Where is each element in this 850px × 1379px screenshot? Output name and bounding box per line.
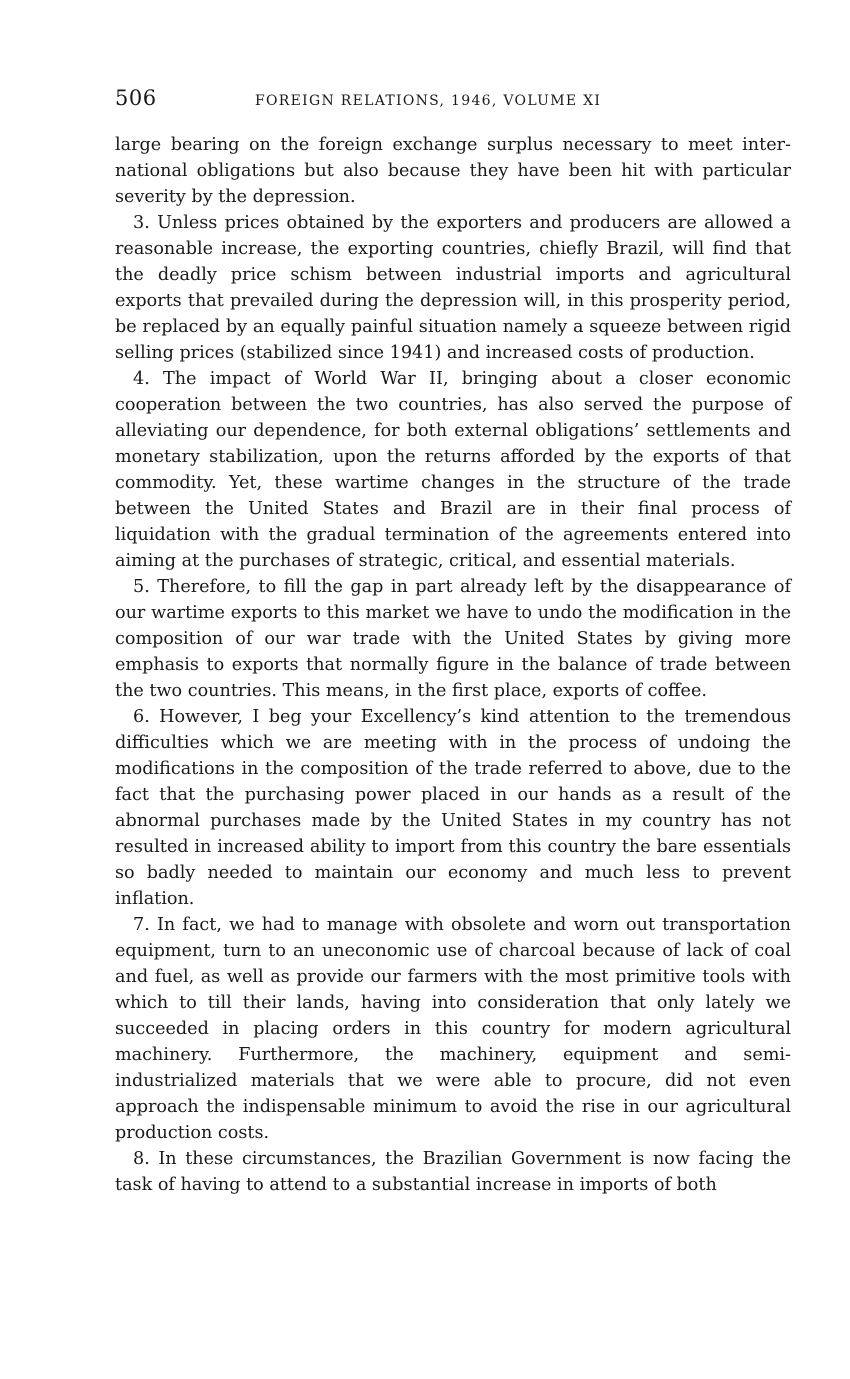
paragraph-8: 8. In these circumstances, the Brazilian Government is now facing the task of having to attend to a substantial increase in imports of both (115, 1149, 791, 1195)
paragraph-6: 6. However, I beg your Excellency’s kind attention to the tremendous difficulties which we are meeting with in the process of undoing the modifications in the composition of the trade referred to above, due to the fact that the purchasing power placed in our hands as a result of the abnormal purchases made by the United States in my country has not resulted in increased ability to import from this country the bare essentials so badly needed to maintain our economy and much less to prevent inflation. (115, 707, 791, 909)
page-number: 506 (115, 86, 157, 110)
paragraph-4: 4. The impact of World War II, bringing about a closer economic cooperation between the two countries, has also served the purpose of alleviating our dependence, for both external obligations’ settlements and monetary stabilization, upon the returns afforded by the exports of that commodity. Yet, these wartime changes in the structure of the trade between the United States and Brazil are in their final process of liquidation with the gradual termination of the agreements entered into aiming at the purchases of strategic, critical, and essential materials. (115, 369, 791, 571)
running-head: FOREIGN RELATIONS, 1946, VOLUME XI (255, 93, 602, 109)
paragraph-3: 3. Unless prices obtained by the exporters and producers are allowed a reasonable increase, the exporting countries, chiefly Brazil, will find that the deadly price schism between industrial imports and agricultural exports that prevailed during the depression will, in this prosperity period, be replaced by an equally painful situation namely a squeeze between rigid selling prices (stabilized since 1941) and increased costs of production. (115, 213, 791, 363)
paragraph-5: 5. Therefore, to fill the gap in part already left by the disappearance of our wartime exports to this market we have to undo the modification in the composition of our war trade with the United States by giving more emphasis to exports that normally figure in the balance of trade between the two countries. This means, in the first place, exports of coffee. (115, 577, 791, 701)
body-text (115, 132, 791, 1198)
paragraph-continuation: large bearing on the foreign exchange surplus necessary to meet international obligations but also because they have been hit with particular severity by the depression. (115, 135, 791, 207)
paragraph-7: 7. In fact, we had to manage with obsolete and worn out transportation equipment, turn to an uneconomic use of charcoal because of lack of coal and fuel, as well as provide our farmers with the most primitive tools with which to till their lands, having into consideration that only lately we succeeded in placing orders in this country for modern agricultural machinery. Furthermore, the machinery, equipment and semi-industrialized materials that we were able to procure, did not even approach the indispensable minimum to avoid the rise in our agricultural production costs. (115, 915, 791, 1143)
document-page (115, 86, 791, 1198)
page-header (115, 86, 791, 132)
